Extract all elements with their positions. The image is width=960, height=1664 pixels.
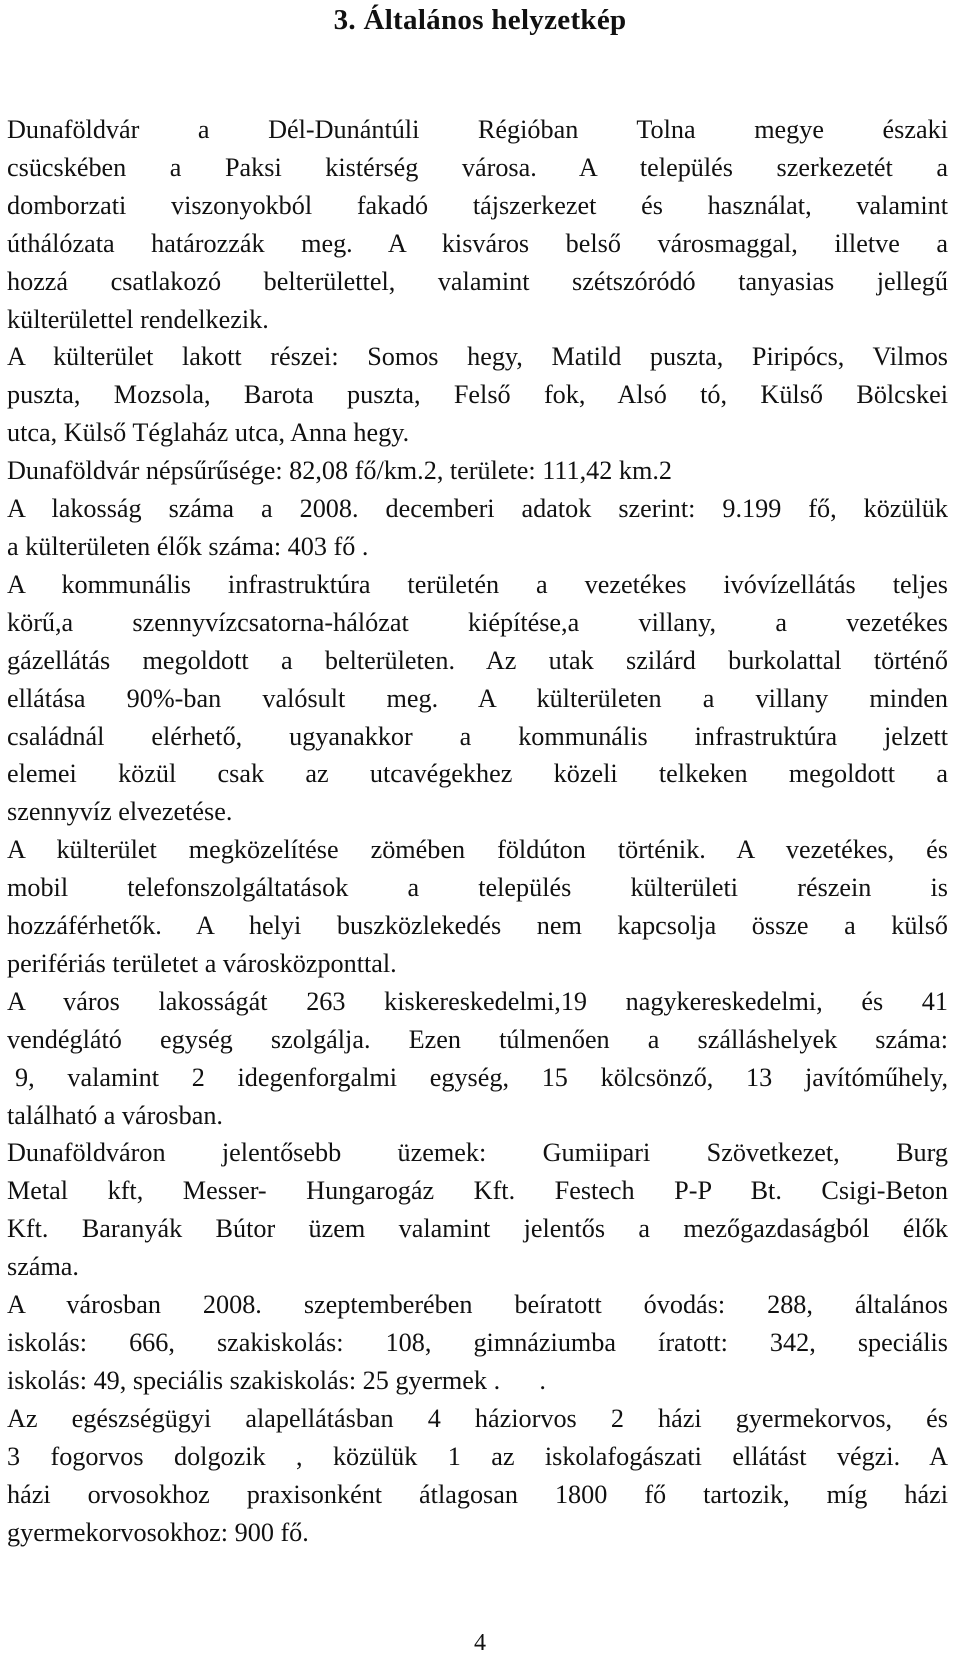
paragraph-commerce bbox=[7, 983, 948, 1135]
text-line: A lakosság száma a 2008. decemberi adatok szerint: 9.199 fő, közülük bbox=[7, 494, 948, 524]
text-line: hozzáférhetők. A helyi buszközlekedés nem kapcsolja össze a külső bbox=[7, 911, 948, 941]
text-line: körű,a szennyvízcsatorna-hálózat kiépítése,a villany, a vezetékes bbox=[7, 607, 948, 637]
body-text bbox=[7, 111, 948, 1551]
text-line: hozzá csatlakozó belterülettel, valamint szétszóródó tanyasias jellegű bbox=[7, 266, 948, 296]
text-line: A kommunális infrastruktúra területén a vezetékes ivóvízellátás teljes bbox=[7, 569, 948, 599]
text-line: mobil telefonszolgáltatások a település külterületi részein is bbox=[7, 873, 948, 903]
text-line: perifériás területet a városközponttal. bbox=[7, 948, 397, 978]
paragraph-education bbox=[7, 1286, 948, 1400]
paragraph-healthcare bbox=[7, 1400, 948, 1552]
text-line: A külterület megközelítése zömében földúton történik. A vezetékes, és bbox=[7, 835, 948, 865]
paragraph-population bbox=[7, 490, 948, 566]
text-line: ellátása 90%-ban valósult meg. A külterületen a villany minden bbox=[7, 683, 948, 713]
text-line: csücskében a Paksi kistérség városa. A település szerkezetét a bbox=[7, 152, 948, 182]
text-line: utca, Külső Téglaház utca, Anna hegy. bbox=[7, 418, 410, 448]
text-line: gyermekorvosokhoz: 900 fő. bbox=[7, 1517, 309, 1547]
text-line: Dunaföldvár a Dél-Dunántúli Régióban Tolna megye északi bbox=[7, 115, 948, 144]
text-line: családnál elérhető, ugyanakkor a kommunális infrastruktúra jelzett bbox=[7, 721, 948, 751]
text-line: iskolás: 49, speciális szakiskolás: 25 gyermek . . bbox=[7, 1365, 546, 1395]
paragraph-industry bbox=[7, 1134, 948, 1286]
text-line: szennyvíz elvezetése. bbox=[7, 797, 233, 827]
text-line: A város lakosságát 263 kiskereskedelmi,19 nagykereskedelmi, és 41 bbox=[7, 986, 948, 1016]
text-line: Az egészségügyi alapellátásban 4 háziorvos 2 házi gyermekorvos, és bbox=[7, 1403, 948, 1433]
text-line: száma. bbox=[7, 1252, 79, 1282]
text-line: 9, valamint 2 idegenforgalmi egység, 15 kölcsönző, 13 javítóműhely, bbox=[15, 1062, 948, 1092]
text-line: domborzati viszonyokból fakadó tájszerkezet és használat, valamint bbox=[7, 190, 948, 220]
text-line: puszta, Mozsola, Barota puszta, Felső fok, Alsó tó, Külső Bölcskei bbox=[7, 380, 948, 410]
text-line: elemei közül csak az utcavégekhez közeli telkeken megoldott a bbox=[7, 759, 948, 789]
text-line: A külterület lakott részei: Somos hegy, Matild puszta, Piripócs, Vilmos bbox=[7, 342, 948, 372]
text-line: található a városban. bbox=[7, 1100, 223, 1130]
text-line: Kft. Baranyák Bútor üzem valamint jelentős a mezőgazdaságból élők bbox=[7, 1214, 948, 1244]
paragraph-location bbox=[7, 111, 948, 338]
text-line: külterülettel rendelkezik. bbox=[7, 304, 269, 334]
text-line: a külterületen élők száma: 403 fő . bbox=[7, 531, 369, 561]
text-line: iskolás: 666, szakiskolás: 108, gimnáziumba íratott: 342, speciális bbox=[7, 1328, 948, 1357]
paragraph-outskirts bbox=[7, 338, 948, 452]
text-line: Metal kft, Messer- Hungarogáz Kft. Festech P-P Bt. Csigi-Beton bbox=[7, 1176, 948, 1206]
text-line: vendéglátó egység szolgálja. Ezen túlmenően a szálláshelyek száma: bbox=[7, 1024, 948, 1054]
paragraph-density bbox=[7, 452, 948, 490]
paragraph-access bbox=[7, 831, 948, 983]
text-line: úthálózata határozzák meg. A kisváros belső városmaggal, illetve a bbox=[7, 228, 948, 258]
page-number: 4 bbox=[474, 1630, 486, 1656]
text-line: 3 fogorvos dolgozik , közülük 1 az iskolafogászati ellátást végzi. A bbox=[7, 1441, 948, 1471]
text-line: Dunaföldváron jelentősebb üzemek: Gumiipari Szövetkezet, Burg bbox=[7, 1138, 948, 1168]
text-line: gázellátás megoldott a belterületen. Az utak szilárd burkolattal történő bbox=[7, 645, 948, 675]
section-heading: 3. Általános helyzetkép bbox=[333, 4, 627, 36]
paragraph-infrastructure bbox=[7, 566, 948, 831]
text-line: A városban 2008. szeptemberében beíratott óvodás: 288, általános bbox=[7, 1290, 948, 1320]
text-line: házi orvosokhoz praxisonként átlagosan 1800 fő tartozik, míg házi bbox=[7, 1479, 948, 1509]
text-line: Dunaföldvár népsűrűsége: 82,08 fő/km.2, területe: 111,42 km.2 bbox=[7, 456, 672, 486]
